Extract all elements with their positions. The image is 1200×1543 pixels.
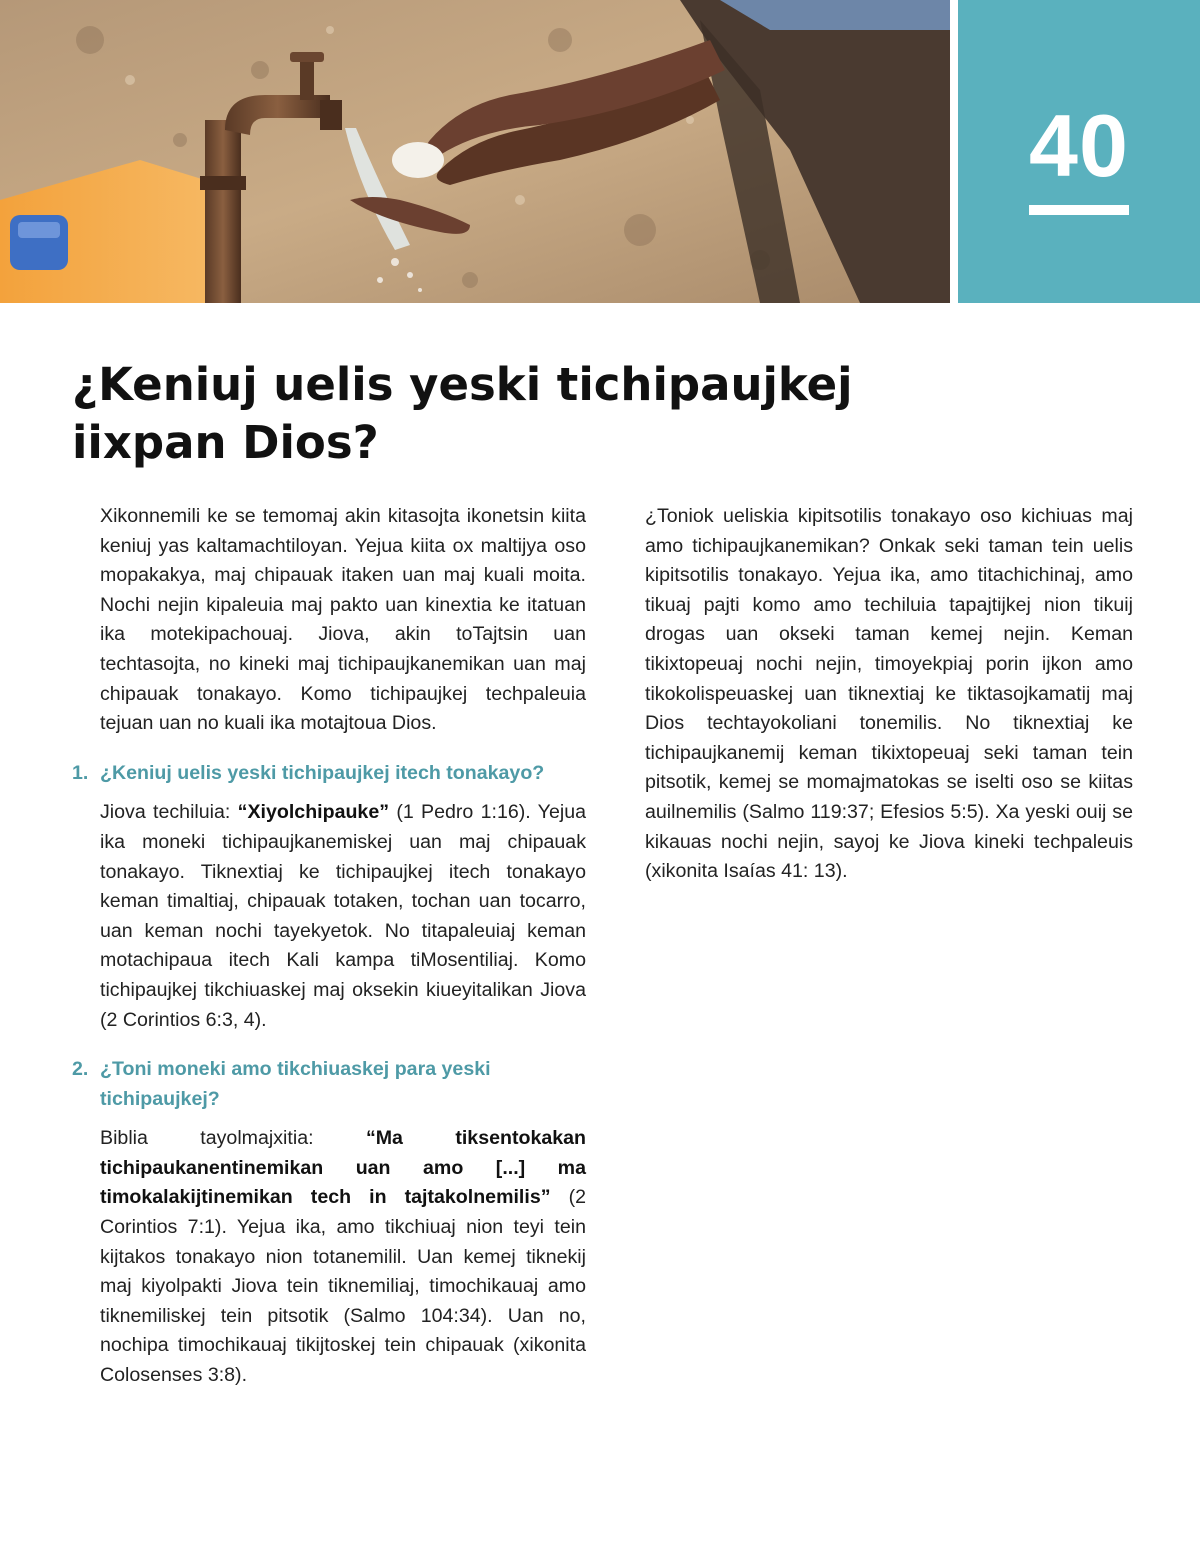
lesson-number-box [958,0,1200,303]
section-1-body: (1 Pedro 1:16). Yejua ika moneki tichipaujkanemiskej uan maj chipauak tonakayo. Tiknextiaj ke tichipaujkej itech tonakayo keman timaltiaj, chipauak totaken, tochan uan tocarro, uan keman nochi tayekyetok. No titapaleuiaj keman motachipaua itech Kali kampa tiMosentiliaj. Komo tichipaujkej tikchiuaskej maj oksekin kiueyitalikan Jiova (2 Corintios 6:3, 4). [100,801,586,1031]
lesson-number-underline [1029,205,1129,215]
section-2-question: ¿Toni moneki amo tikchiuaskej para yeski tichipaujkej? [100,1058,491,1110]
section-2-heading [72,1055,586,1114]
section-1-quote: “Xiyolchipauke” [237,801,390,824]
page-title: ¿Keniuj uelis yeski tichipaujkej iixpan Dios? [72,358,853,469]
section-1-paragraph [72,798,586,1035]
section-1-lead: Jiova techiluia: [100,801,238,824]
section-1-number: 1. [72,761,89,784]
left-column [72,502,586,1404]
section-2-number: 2. [72,1058,89,1081]
intro-paragraph: Xikonnemili ke se temomaj akin kitasojta ikonetsin kiita keniuj yas kaltamachtiloyan. Yejua kiita ox maltijya oso mopakakya, maj chipauak itaken uan maj kuali moita. Nochi nejin kipaleuia maj pakto uan kinextia ke itatuan ika motekipachouaj. Jiova, akin toTajtsin uan techtasojta, no kineki maj tichipaujkanemikan uan maj chipauak tonakayo. Komo tichipaujkej techpaleuia tejuan uan no kuali ika motajtoua Dios. [100,505,586,735]
section-1-heading [72,759,586,789]
hero-photo [0,0,950,303]
lesson-number: 40 [1029,96,1129,195]
section-2-body: (2 Corintios 7:1). Yejua ika, amo tikchiuaj nion teyi tein kijtakos tonakayo nion totanemilil. Uan kemej tiknekij maj kiyolpakti Jiova tein tiknemiliaj, timochikauaj amo tiknemiliskej tein pitsotik (Salmo 104:34). Uan no, nochipa timochikauaj tikijtoskej tein chipauak (xikonita Colosenses 3:8). [100,1186,586,1387]
section-2-quote: “Ma tiksentokakan tichipaukanentinemikan uan amo [...] ma timokalakijtinemikan tech in tajtakolnemilis” [100,1127,587,1209]
section-2-paragraph [72,1124,586,1390]
section-1-question: ¿Keniuj uelis yeski tichipaujkej itech tonakayo? [100,761,545,784]
section-2-followup-paragraph: ¿Toniok ueliskia kipitsotilis tonakayo oso kichiuas maj amo tichipaujkanemikan? Onkak seki taman tein uelis kipitsotilis tonakayo. Yejua ika, amo titachichinaj, amo tikuaj pajti komo amo techiluia tapajtijkej nion tikuij drogas uan okseki taman kemej nejin. Keman tikixtopeuaj nochi nejin, timoyekpiaj porin ijkon amo tikokolispeuaskej uan tiknextiaj ke tiktasojkamatij maj Dios techtayokoliani tonemilis. No tiknextiaj ke tichipaujkanemij keman tikixtopeuaj seki taman tein pitsotik, kemej se momajmatokas se iselti oso se kiitas auilnemilis (Salmo 119:37; Efesios 5:5). Xa yeski ouij se kikauas nochi nejin, sayoj ke Jiova kineki techpaleuis (xikonita Isaías 41: 13). [645,505,1133,883]
right-column [645,502,1133,900]
hand-washing-image [0,0,950,303]
section-2-lead: Biblia tayolmajxitia: [100,1127,366,1150]
